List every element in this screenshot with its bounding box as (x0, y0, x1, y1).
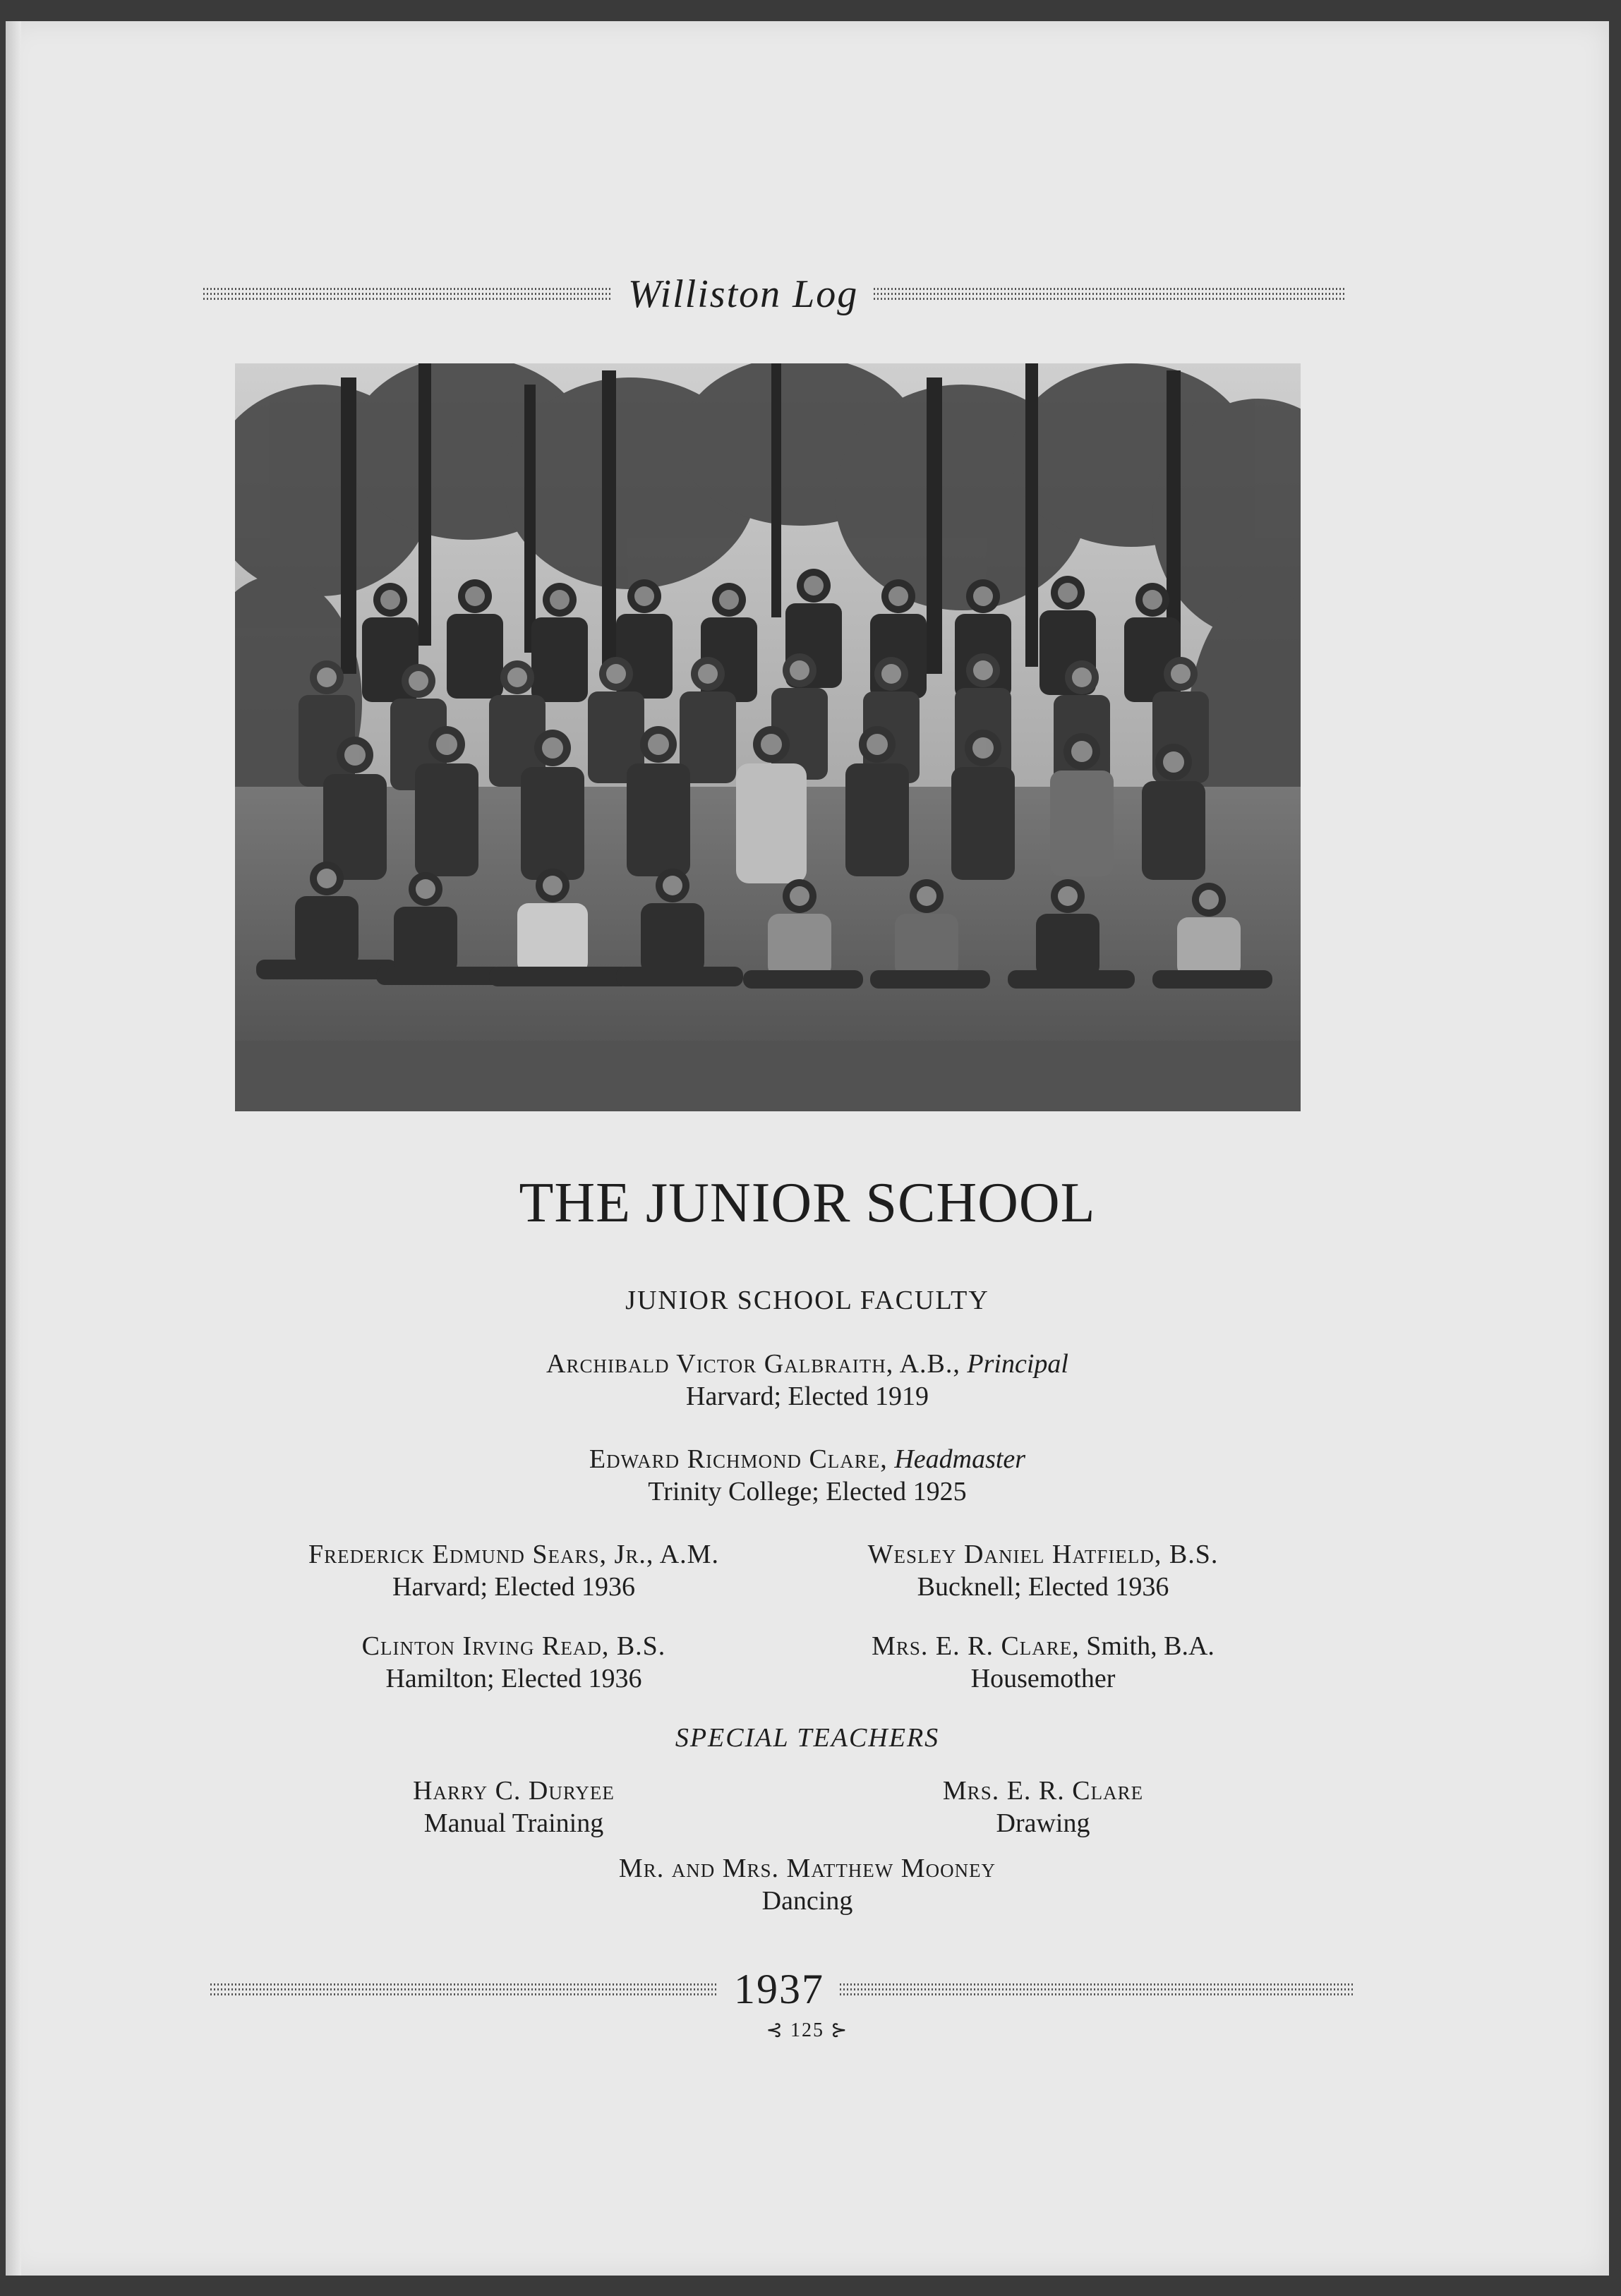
teacher-name: Harry C. Duryee (413, 1776, 615, 1806)
page-footer (210, 1965, 1354, 2014)
header-rule-right (874, 288, 1346, 301)
teacher-name: Mr. and Mrs. Matthew Mooney (618, 1854, 996, 1883)
page-title: THE JUNIOR SCHOOL (519, 1172, 1096, 1234)
special-teacher-entry (6, 1852, 1609, 1917)
faculty-detail: Housemother (970, 1664, 1116, 1693)
faculty-name-suffix: Smith, B.A. (1086, 1631, 1215, 1661)
special-teachers-heading: SPECIAL TEACHERS (675, 1723, 940, 1753)
yearbook-page (6, 21, 1609, 2276)
faculty-entry (725, 1538, 1361, 1603)
faculty-name: Frederick Edmund Sears, Jr., A.M. (308, 1540, 719, 1569)
page-spine-shadow (6, 21, 21, 2276)
faculty-name: Clinton Irving Read, B.S. (361, 1631, 666, 1661)
faculty-detail: Harvard; Elected 1936 (392, 1572, 635, 1602)
faculty-name: Archibald Victor Galbraith, A.B., (546, 1349, 960, 1379)
faculty-entry (725, 1630, 1361, 1695)
footer-year: 1937 (734, 1966, 824, 2012)
faculty-detail: Hamilton; Elected 1936 (385, 1664, 642, 1693)
faculty-subtitle (6, 1284, 1609, 1317)
teacher-subject: Dancing (761, 1886, 853, 1916)
faculty-entry (6, 1443, 1609, 1508)
special-teachers-heading-block (6, 1722, 1609, 1754)
faculty-detail: Bucknell; Elected 1936 (917, 1572, 1169, 1602)
special-teacher-entry (725, 1775, 1361, 1839)
header-title: Williston Log (628, 272, 859, 316)
faculty-detail: Trinity College; Elected 1925 (648, 1477, 967, 1506)
faculty-role: Principal (967, 1349, 1068, 1379)
faculty-name: Edward Richmond Clare, (589, 1444, 888, 1474)
teacher-subject: Drawing (996, 1808, 1090, 1838)
teacher-subject: Manual Training (423, 1808, 604, 1838)
faculty-detail: Harvard; Elected 1919 (686, 1382, 929, 1411)
footer-rule-left (210, 1983, 718, 1996)
faculty-name: Wesley Daniel Hatfield, B.S. (867, 1540, 1219, 1569)
group-photo (235, 363, 1301, 1111)
header-rule-left (203, 288, 613, 301)
footer-rule-right (840, 1983, 1354, 1996)
faculty-entry (6, 1348, 1609, 1413)
faculty-heading: JUNIOR SCHOOL FACULTY (625, 1286, 989, 1315)
group-photo-image (235, 363, 1301, 1111)
faculty-name: Mrs. E. R. Clare, (872, 1631, 1080, 1661)
page-header (203, 272, 1346, 317)
faculty-role: Headmaster (894, 1444, 1026, 1474)
teacher-name: Mrs. E. R. Clare (942, 1776, 1144, 1806)
page-number: ⊰ 125 ⊱ (766, 2019, 849, 2041)
